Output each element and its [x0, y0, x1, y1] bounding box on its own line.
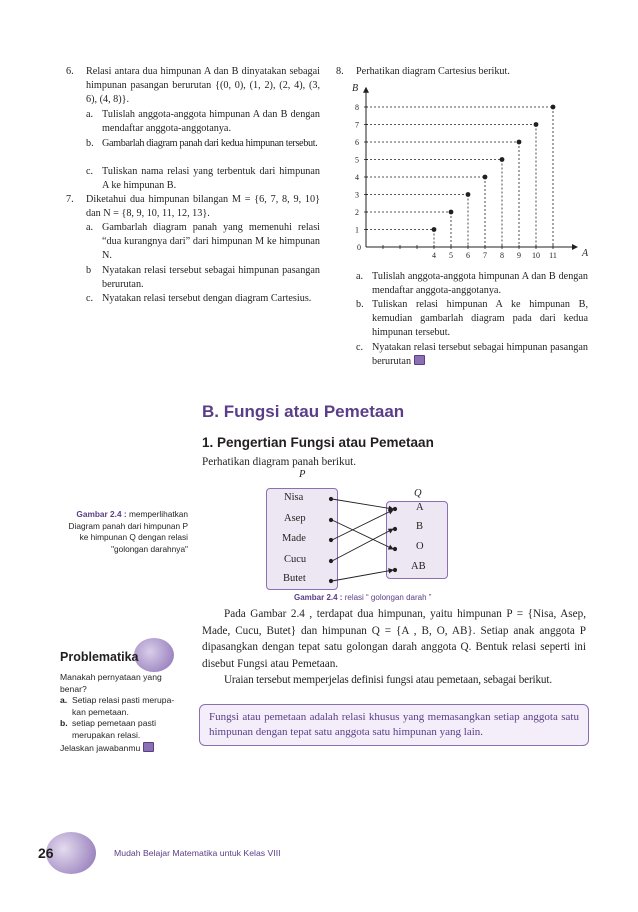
definition-box — [199, 704, 589, 746]
footer-page-badge — [26, 838, 106, 868]
x-axis-label: A — [582, 248, 589, 259]
q-dot — [393, 547, 397, 551]
y-tick-label: 2 — [355, 208, 359, 217]
q-dot — [393, 507, 397, 511]
arrow-lines — [262, 472, 452, 592]
q-dot — [393, 568, 397, 572]
exercise-8c — [356, 341, 588, 369]
x-tick-label: 7 — [483, 251, 487, 260]
y-tick-label: 3 — [355, 190, 359, 200]
figure-caption — [294, 593, 431, 602]
x-tick-label: 4 — [432, 251, 436, 260]
p-item: Asep — [284, 513, 306, 524]
data-point — [500, 157, 505, 162]
exercise-6 — [66, 65, 320, 108]
arrow-made-a — [332, 510, 393, 540]
book-icon — [414, 355, 425, 365]
exercise-6c — [86, 165, 320, 193]
problematika-option-a — [60, 695, 178, 718]
exercise-number: 7. — [66, 194, 74, 205]
option-label: a. — [60, 695, 68, 706]
x-tick-label: 9 — [517, 251, 521, 260]
exercise-7 — [66, 193, 320, 221]
problematika-closing — [60, 742, 178, 755]
side-caption — [60, 509, 188, 555]
x-tick-label: 5 — [449, 251, 453, 260]
exercise-text: Relasi antara dua himpunan A dan B dinyatakan sebagai himpunan pasangan berurutan {(0, 0), (1, 2), (2, 4), (3, 6), (4, 8)}. — [86, 66, 320, 106]
p-dot — [329, 579, 333, 583]
exercise-8 — [336, 65, 588, 79]
item-text: Tulislah anggota-anggota himpunan A dan B dengan mendaftar anggota-anggotanya. — [372, 271, 588, 297]
exercise-8b — [356, 298, 588, 341]
x-tick-label: 10 — [532, 251, 540, 260]
y-tick-label: 4 — [355, 173, 359, 182]
y-tick-label: 8 — [355, 103, 359, 112]
subsection-title: 1. Pengertian Fungsi atau Pemetaan — [202, 435, 434, 450]
book-icon — [143, 742, 154, 752]
problematika-title: Problematika — [60, 650, 139, 664]
book-title: Mudah Belajar Matematika untuk Kelas VIII — [114, 848, 281, 858]
problematika-header — [60, 646, 178, 668]
p-dot — [329, 518, 333, 522]
item-text — [372, 341, 588, 369]
side-caption-label: Gambar 2.4 : — [76, 509, 127, 519]
p-item: Nisa — [284, 492, 304, 503]
data-point — [432, 227, 437, 232]
data-point — [534, 122, 539, 127]
item-text: Nyatakan relasi tersebut sebagai himpunan pasangan berurutan. — [102, 265, 320, 291]
x-tick-label: 6 — [466, 251, 470, 260]
item-label: b — [86, 265, 92, 276]
set-p-label: P — [299, 469, 306, 480]
figure-caption-label: Gambar 2.4 : — [294, 593, 343, 602]
q-item: AB — [411, 561, 426, 572]
section-title: B. Fungsi atau Pemetaan — [202, 402, 405, 421]
definition-text: Fungsi atau pemetaan adalah relasi khusus yang memasangkan setiap anggota satu himpunan dengan tepat satu anggota satu himpunan yang lain. — [209, 711, 579, 738]
exercise-6b — [86, 137, 320, 151]
exercise-8a — [356, 270, 588, 298]
origin-label: 0 — [357, 243, 361, 252]
y-axis-arrow — [363, 87, 369, 93]
item-text: Tulislah anggota-anggota himpunan A dan B dengan mendaftar anggota-anggotanya. — [102, 109, 320, 135]
y-tick-label: 5 — [355, 155, 359, 165]
q-item: B — [416, 521, 424, 532]
closing-text: Jelaskan jawabanmu — [60, 742, 141, 753]
arrow-diagram — [262, 469, 442, 590]
side-caption-text: memperlihatkan Diagram panah dari himpunan P ke himpunan Q dengan relasi "golongan darahnya" — [68, 509, 188, 554]
exercise-text: Diketahui dua himpunan bilangan M = {6, 7, 8, 9, 10} dan N = {8, 9, 10, 11, 12, 13}. — [86, 194, 320, 220]
item-label: b. — [86, 138, 94, 149]
option-label: b. — [60, 718, 68, 729]
page-number: 26 — [38, 845, 54, 861]
intro-text: Perhatikan diagram panah berikut. — [202, 456, 357, 468]
data-point — [517, 140, 522, 145]
data-point — [466, 192, 471, 197]
paragraph-explanation: Pada Gambar 2.4 , terdapat dua himpunan, yaitu himpunan P = {Nisa, Asep, Made, Cucu, Butet} dan himpunan Q = {A , B, O, AB}. Setiap anak anggota P dipasangkan dengan tepat satu golongan darah anggota Q. Bentuk relasi seperti ini disebut Fungsi atau Pemetaan. — [202, 608, 586, 670]
item-label: c. — [356, 342, 364, 353]
p-dot — [329, 559, 333, 563]
data-point — [551, 105, 556, 110]
exercise-number: 6. — [66, 66, 74, 77]
data-point — [483, 175, 488, 180]
q-dot — [393, 527, 397, 531]
q-item: A — [416, 502, 424, 513]
x-axis-arrow — [572, 244, 578, 250]
item-label: a. — [356, 271, 364, 282]
p-item: Made — [282, 533, 306, 544]
exercise-7c — [86, 292, 320, 306]
option-text: Setiap relasi pasti merupa-kan pemetaan. — [72, 695, 175, 717]
problematika-option-b — [60, 718, 178, 741]
y-tick-label: 6 — [355, 138, 359, 147]
item-label: c. — [86, 166, 94, 177]
paragraph-transition: Uraian tersebut memperjelas definisi fungsi atau pemetaan, sebagai berikut. — [224, 674, 552, 686]
item-label: b. — [356, 299, 364, 310]
set-q-label: Q — [414, 488, 422, 499]
item-text: Gambarlah diagram panah dari kedua himpunan tersebut. — [102, 138, 318, 149]
exercise-number: 8. — [336, 66, 344, 77]
item-text: Gambarlah diagram panah yang memenuhi relasi “dua kurangnya dari” dari himpunan M ke himpunan N. — [102, 222, 320, 262]
item-text: Nyatakan relasi tersebut dengan diagram Cartesius. — [102, 293, 312, 304]
arrow-butet-ab — [332, 570, 393, 581]
decorative-circle — [134, 638, 174, 672]
x-tick-label: 8 — [500, 251, 504, 260]
p-item: Cucu — [284, 554, 307, 565]
y-axis-label: B — [352, 82, 359, 94]
problematika-box — [60, 646, 178, 754]
exercise-7a — [86, 221, 320, 264]
item-text: Tuliskan nama relasi yang terbentuk dari himpunan A ke himpunan B. — [102, 166, 320, 192]
p-item: Butet — [283, 573, 306, 584]
x-tick-label: 11 — [549, 251, 557, 260]
problematika-question: Manakah pernyataan yang benar? — [60, 672, 162, 694]
data-point — [449, 210, 454, 215]
item-label: a. — [86, 222, 94, 233]
exercise-6a — [86, 108, 320, 136]
item-label: a. — [86, 109, 94, 120]
q-item: O — [416, 541, 424, 552]
arrow-nisa-a — [332, 499, 393, 509]
item-text: Tuliskan relasi himpunan A ke himpunan B, kemudian gambarlah diagram pada dari kedua himpunan tersebut. — [372, 299, 588, 339]
y-tick-label: 7 — [355, 120, 359, 130]
p-dot — [329, 538, 333, 542]
item-label: c. — [86, 293, 94, 304]
exercise-7b — [86, 264, 320, 292]
cartesian-chart — [336, 80, 592, 268]
exercise-text: Perhatikan diagram Cartesius berikut. — [356, 66, 510, 77]
p-dot — [329, 497, 333, 501]
y-tick-label: 1 — [355, 225, 359, 235]
option-text: setiap pemetaan pasti merupakan relasi. — [72, 718, 157, 740]
figure-caption-text: relasi “ golongan darah ” — [344, 593, 432, 602]
item-text-content: Nyatakan relasi tersebut sebagai himpunan pasangan berurutan — [372, 342, 588, 368]
